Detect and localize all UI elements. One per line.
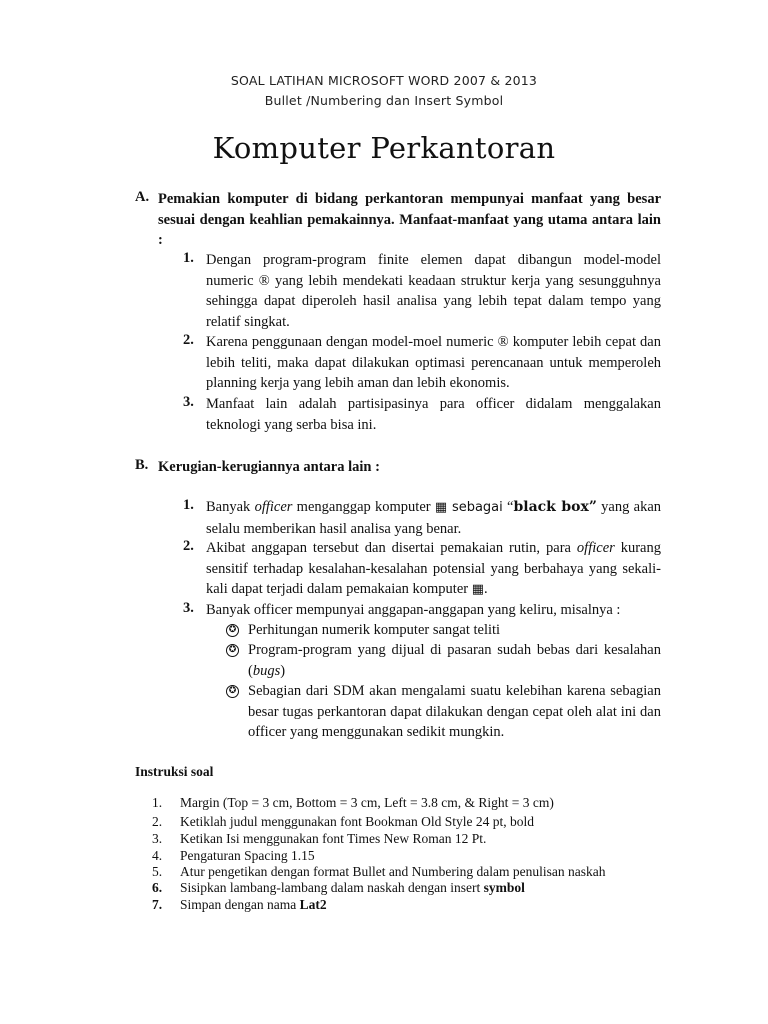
instruction-number: 7. (152, 897, 163, 912)
text-run: yang akan selalu memberikan hasil analisa yang benar. (206, 499, 662, 537)
instruction-number: 2. (152, 814, 163, 829)
text-run: menganggap komputer (292, 499, 435, 515)
text-run-italic: officer (576, 540, 615, 556)
text-run: ) (280, 662, 286, 679)
computer-symbol-icon: ▦ (471, 582, 485, 598)
instruction-number: 6. (152, 880, 163, 895)
star-bullet-icon: ✪ (226, 644, 239, 657)
instruction-text: Atur pengetikan dengan format Bullet and Numbering dalam penulisan naskah (180, 864, 606, 879)
text-run-italic: officer (254, 499, 293, 515)
instruction-number: 5. (152, 864, 163, 879)
document-title: Komputer Perkantoran (212, 131, 556, 165)
text-run: sebagai (447, 500, 503, 515)
instruction-text: Pengaturan Spacing 1.15 (180, 848, 315, 863)
list-item-number: 2. (183, 538, 194, 554)
instruksi-heading: Instruksi soal (135, 764, 214, 779)
section-b-intro: Kerugian-kerugiannya antara lain : (158, 459, 380, 475)
section-a-intro: Pemakian komputer di bidang perkantoran mempunyai manfaat yang besar sesuai dengan keahlian pemakainnya. Manfaat-manfaat yang utama antara lain : (158, 191, 661, 249)
text-run: “ (502, 499, 514, 515)
text-run: Program-program yang dijual di pasaran sudah bebas dari kesalahan ( (248, 642, 661, 679)
text-run-bold: black box” (513, 499, 597, 515)
text-run: kurang sensitif terhadap kesalahan-kesalahan potensial yang berbahaya yang sekali-kali dapat terjadi dalam pemakaian komputer (206, 540, 661, 598)
list-item-text (206, 538, 661, 601)
list-item-number: 3. (183, 394, 194, 410)
section-b-marker: B. (135, 457, 149, 473)
bullet-item-text: Perhitungan numerik komputer sangat teliti (248, 622, 501, 638)
instruction-text: Ketiklah judul menggunakan font Bookman Old Style 24 pt, bold (180, 814, 534, 829)
bullet-item-text: Sebagian dari SDM akan mengalami suatu kelebihan karena sebagian besar tugas perkantoran dapat dilakukan dengan cepat oleh alat ini dan officer yang menggunakan sedikit mungkin. (248, 683, 661, 741)
text-run: . (484, 581, 488, 598)
text-run-bold: symbol (483, 880, 525, 895)
list-item-text: Dengan program-program finite elemen dapat dibangun model-model numeric ® yang lebih mendekati keadaan struktur kerja yang sesungguhnya sehingga dapat diperoleh hasil analisa yang lebih tepat dalam tempo yang relatif singkat. (206, 252, 661, 331)
list-item-number: 2. (183, 332, 194, 348)
text-run: Sisipkan lambang-lambang dalam naskah dengan insert (180, 880, 484, 895)
star-bullet-icon: ✪ (226, 624, 239, 637)
list-item-number: 1. (183, 497, 194, 513)
text-run-bold: Lat2 (299, 897, 327, 912)
bullet-item-text (248, 640, 661, 681)
instruction-text (180, 897, 327, 913)
instruction-text: Margin (Top = 3 cm, Bottom = 3 cm, Left = 3.8 cm, & Right = 3 cm) (180, 795, 554, 810)
instruction-number: 1. (152, 795, 163, 810)
section-a-marker: A. (135, 189, 150, 205)
instruction-text: Ketikan Isi menggunakan font Times New Roman 12 Pt. (180, 831, 487, 846)
text-run: Akibat anggapan tersebut dan disertai pemakaian rutin, para (206, 540, 577, 556)
instruction-text (180, 880, 525, 896)
star-bullet-icon: ✪ (226, 685, 239, 698)
list-item-text: Banyak officer mempunyai anggapan-anggapan yang keliru, misalnya : (206, 602, 621, 618)
computer-symbol-icon: ▦ (434, 500, 448, 515)
instruction-number: 4. (152, 848, 163, 863)
header-line-1: SOAL LATIHAN MICROSOFT WORD 2007 & 2013 (230, 73, 538, 88)
list-item-number: 3. (183, 600, 194, 616)
text-run: Banyak (206, 499, 255, 515)
text-run-italic: bugs (252, 662, 281, 679)
list-item-text: Manfaat lain adalah partisipasinya para officer didalam menggalakan teknologi yang serba bisa ini. (206, 396, 661, 433)
list-item-text (206, 497, 661, 539)
header-line-2: Bullet /Numbering dan Insert Symbol (264, 93, 504, 108)
list-item-number: 1. (183, 250, 194, 266)
text-run: Simpan dengan nama (180, 897, 300, 912)
instruction-number: 3. (152, 831, 163, 846)
list-item-text: Karena penggunaan dengan model-moel numeric ® komputer lebih cepat dan lebih teliti, maka dapat dilakukan optimasi perencanaan untuk memperoleh planning kerja yang lebih aman dan lebih ekonomis. (206, 334, 661, 392)
